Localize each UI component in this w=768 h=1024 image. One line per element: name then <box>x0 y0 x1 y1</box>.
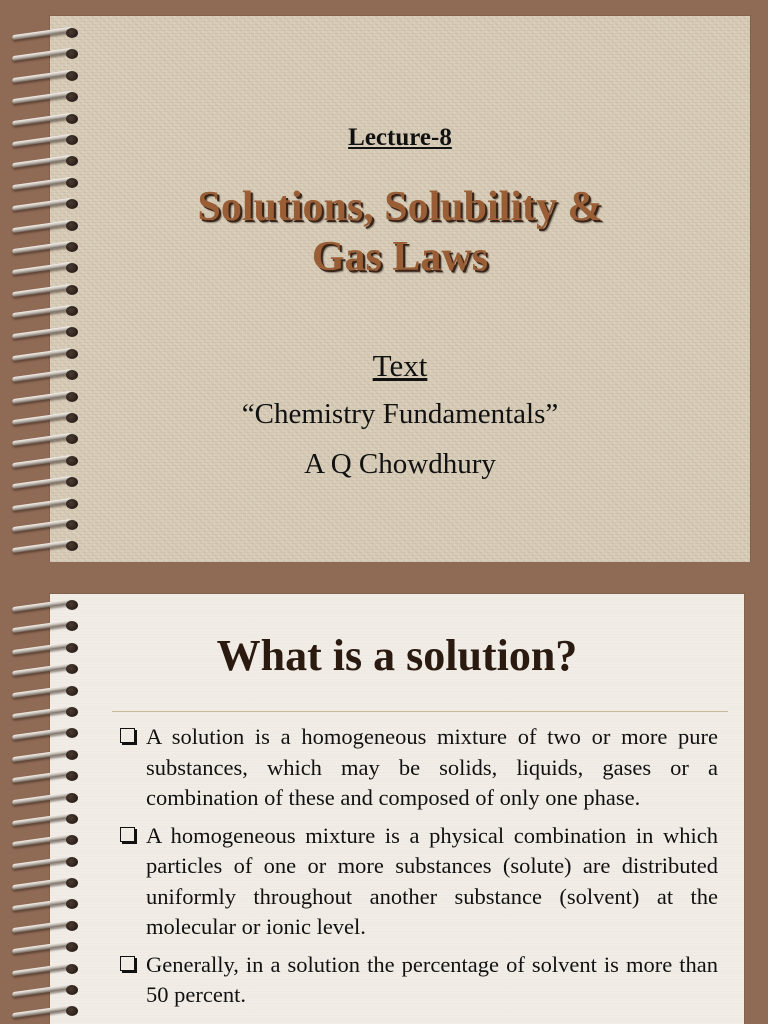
spiral-ring <box>8 791 86 807</box>
spiral-ring <box>8 90 86 106</box>
spiral-ring <box>8 539 86 555</box>
list-item <box>118 722 718 814</box>
spiral-ring <box>8 325 86 341</box>
checkbox-bullet-icon <box>120 956 135 971</box>
spiral-ring <box>8 497 86 513</box>
spiral-ring <box>8 726 86 742</box>
spiral-ring <box>8 598 86 614</box>
spiral-ring <box>8 154 86 170</box>
spiral-ring <box>8 432 86 448</box>
slide-1-title <box>50 182 750 282</box>
spiral-ring <box>8 26 86 42</box>
spiral-ring <box>8 876 86 892</box>
spiral-ring <box>8 518 86 534</box>
title-line-1: Solutions, Solubility & <box>197 184 603 230</box>
spiral-ring <box>8 833 86 849</box>
spiral-ring <box>8 897 86 913</box>
spiral-ring <box>8 47 86 63</box>
list-item <box>118 821 718 943</box>
lecture-number: Lecture-8 <box>348 124 452 151</box>
bullet-text: A homogeneous mixture is a physical combination in which particles of one or more substances (solute) are distributed uniformly throughout another substance (solvent) at the molecular or ionic level. <box>146 822 718 939</box>
title-line-2: Gas Laws <box>311 234 489 280</box>
bullet-list <box>118 722 718 1018</box>
spiral-ring <box>8 748 86 764</box>
list-item <box>118 950 718 1011</box>
slide-2-title: What is a solution? <box>216 631 578 680</box>
spiral-ring <box>8 684 86 700</box>
spiral-ring <box>8 69 86 85</box>
bullet-text: A solution is a homogeneous mixture of two or more pure substances, which may be solids, liquids, gases or a combination of these and composed of only one phase. <box>146 724 718 810</box>
spiral-ring <box>8 283 86 299</box>
spiral-ring <box>8 769 86 785</box>
checkbox-bullet-icon <box>120 728 135 743</box>
book-title: “Chemistry Fundamentals” <box>241 398 559 430</box>
spiral-ring <box>8 812 86 828</box>
spiral-ring <box>8 962 86 978</box>
author-name: A Q Chowdhury <box>304 448 496 480</box>
spiral-ring <box>8 855 86 871</box>
checkbox-bullet-icon <box>120 827 135 842</box>
title-divider <box>112 711 728 712</box>
spiral-ring <box>8 940 86 956</box>
spiral-ring <box>8 919 86 935</box>
spiral-ring <box>8 983 86 999</box>
bullet-text: Generally, in a solution the percentage of solvent is more than 50 percent. <box>146 951 718 1007</box>
spiral-ring <box>8 304 86 320</box>
spiral-ring <box>8 1004 86 1020</box>
spiral-ring <box>8 705 86 721</box>
text-label: Text <box>372 348 428 383</box>
